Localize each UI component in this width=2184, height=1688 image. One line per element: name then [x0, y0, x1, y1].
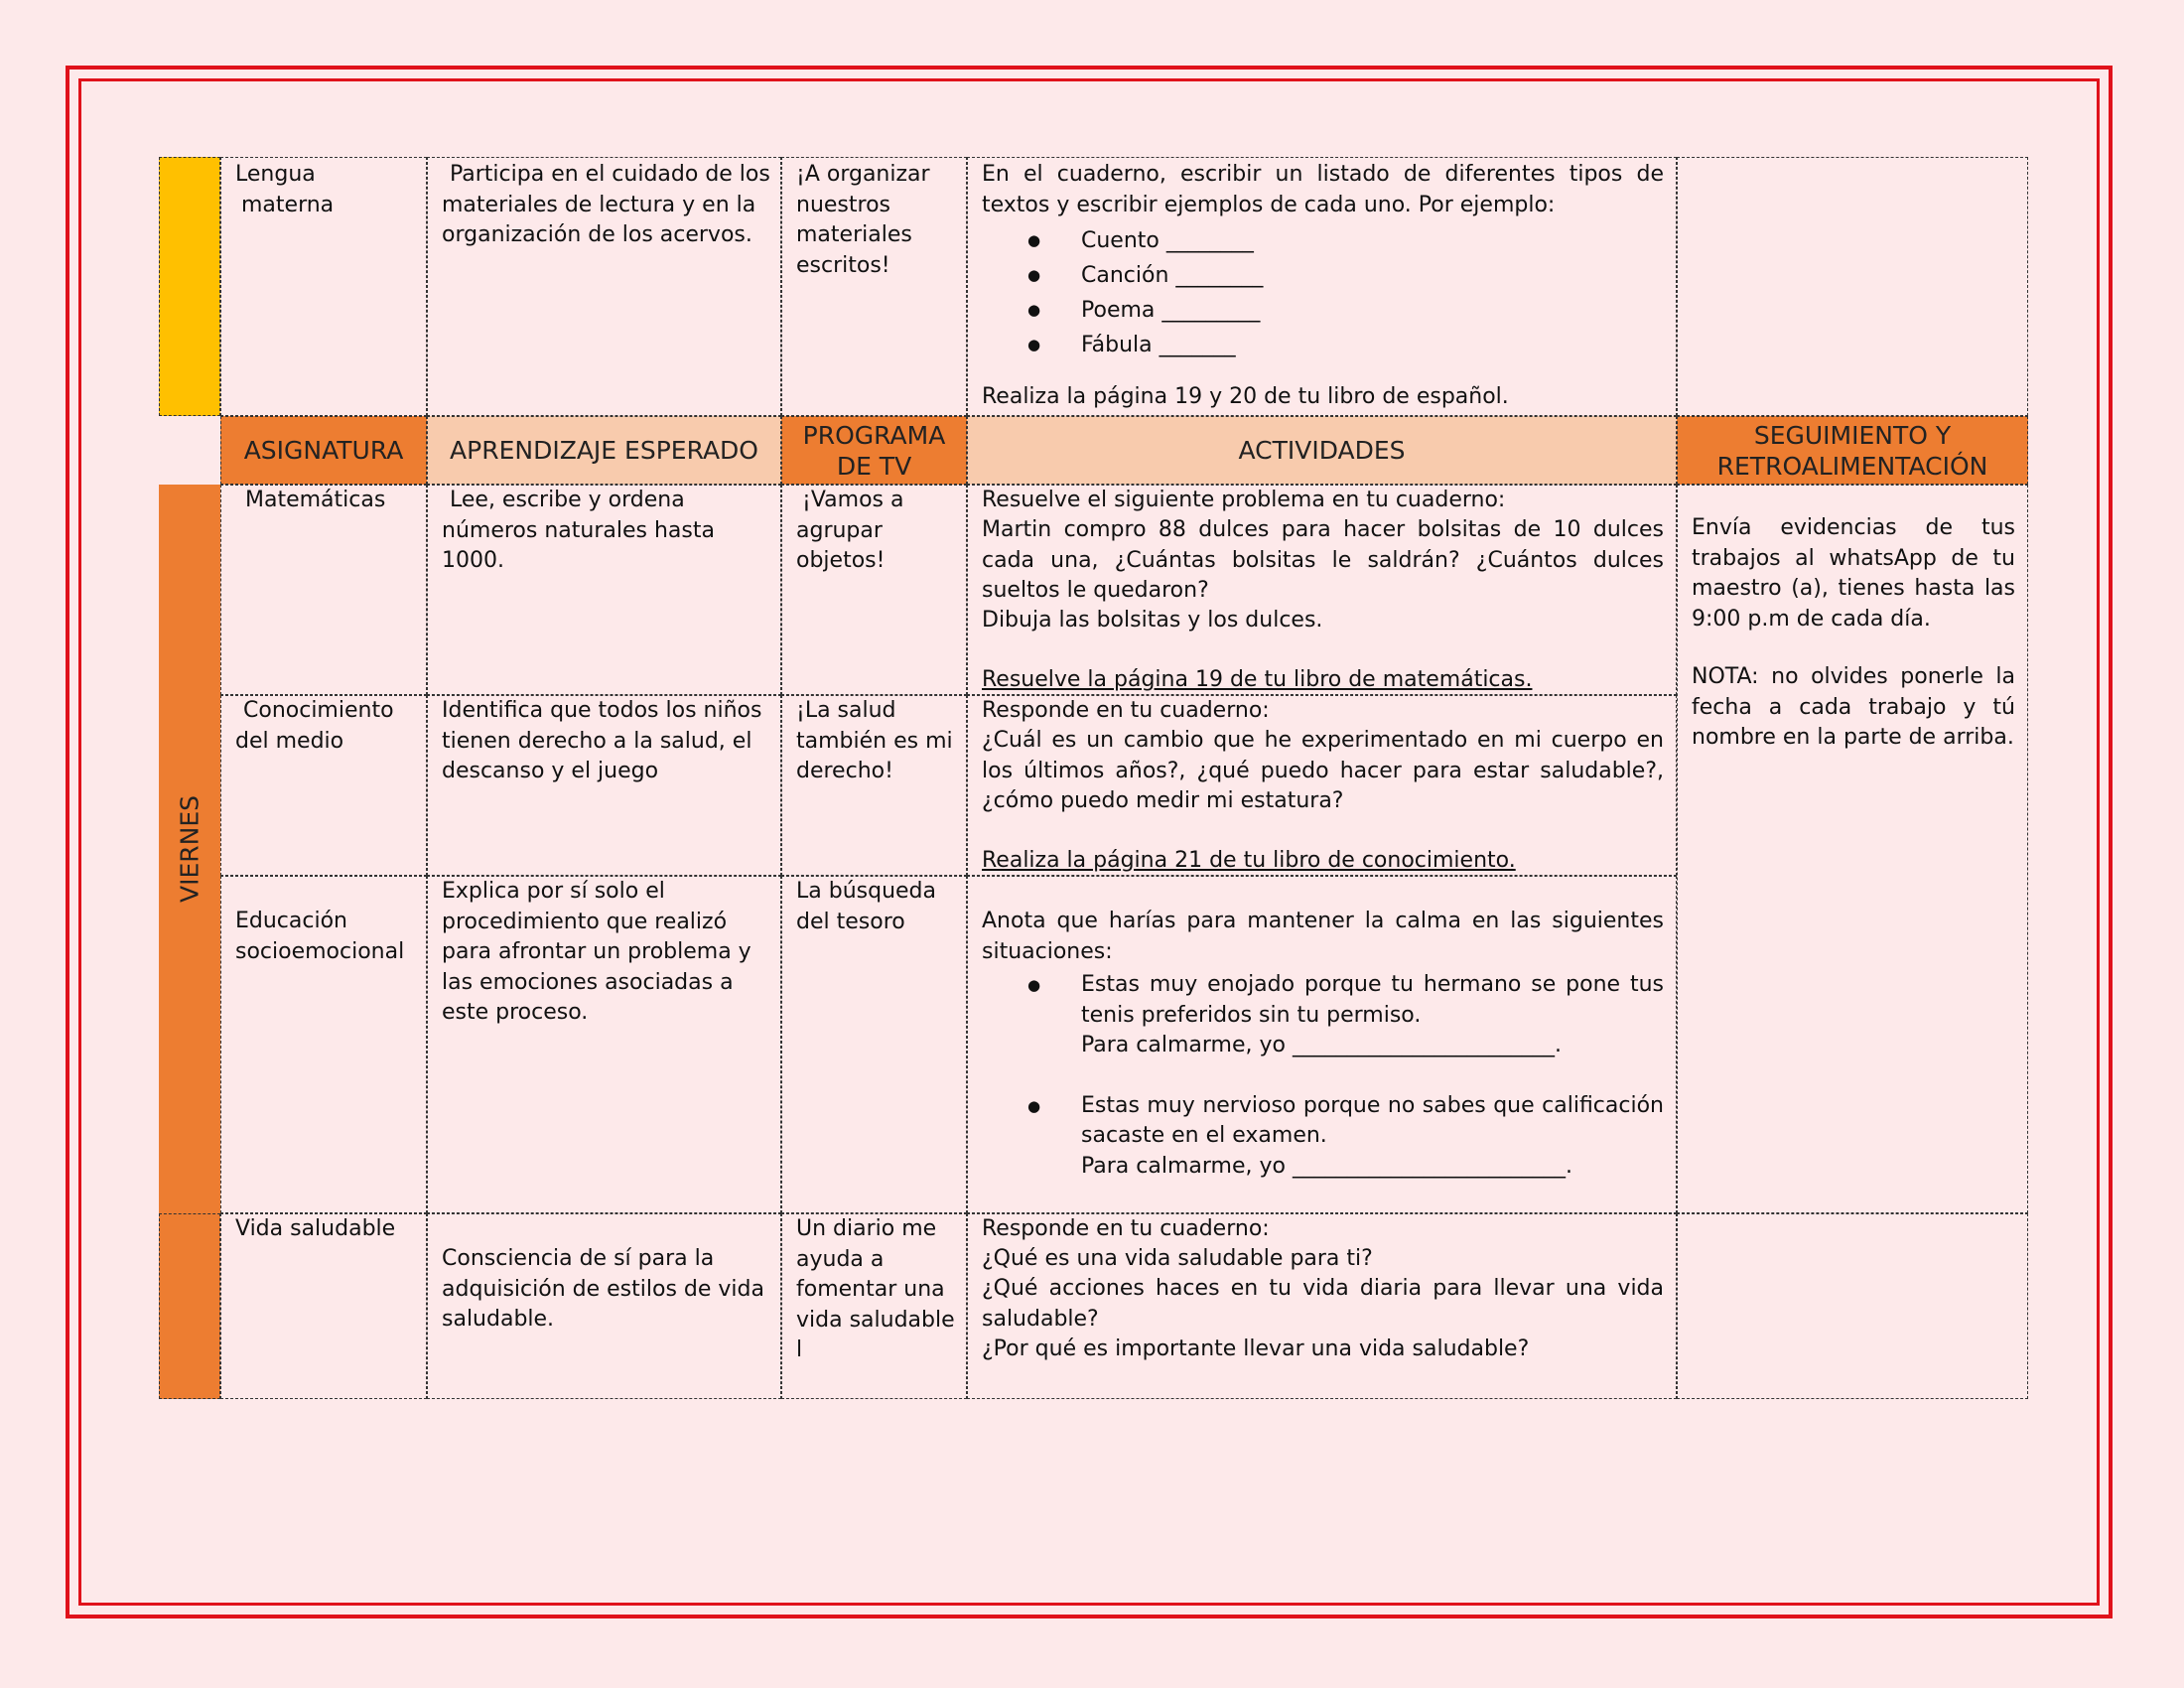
situation-prompt: Para calmarme, yo ________________________.	[1081, 1033, 1562, 1057]
learning-cell	[427, 876, 781, 1213]
header-seguimiento: SEGUIMIENTO Y RETROALIMENTACIÓN	[1677, 416, 2028, 485]
header-aprendizaje: APRENDIZAJE ESPERADO	[427, 416, 781, 485]
day-label-cell	[159, 485, 220, 1213]
followup-cell	[1677, 485, 2028, 1213]
activity-line: Responde en tu cuaderno:	[982, 1216, 1270, 1241]
program-cell	[781, 485, 967, 695]
program-cell	[781, 876, 967, 1213]
activity-intro: En el cuaderno, escribir un listado de diferentes tipos de textos y escribir ejemplos de cada uno. Por ejemplo:	[982, 162, 1664, 217]
situation-text: ● Estas muy enojado porque tu hermano se pone tus tenis preferidos sin tu permiso.	[1081, 972, 1664, 1028]
subject-name: Educación socioemocional	[235, 909, 405, 964]
followup-note: NOTA: no olvides ponerle la fecha a cada trabajo y tú nombre en la parte de arriba.	[1692, 664, 2015, 750]
learning-text: Explica por sí solo el procedimiento que realizó para afrontar un problema y las emociones asociadas a este proceso.	[442, 879, 751, 1025]
activity-intro: Anota que harías para mantener la calma en las siguientes situaciones:	[982, 909, 1664, 964]
subject-name: Vida saludable	[235, 1216, 396, 1241]
activity-cell	[967, 876, 1677, 1213]
subject-cell	[220, 695, 427, 876]
learning-text: Lee, escribe y ordena números naturales hasta 1000.	[442, 488, 715, 573]
list-item	[982, 970, 1664, 1061]
situation-list	[982, 970, 1664, 1182]
subject-name: Conocimiento del medio	[235, 698, 394, 754]
activity-cell	[967, 695, 1677, 876]
program-text: ¡A organizar nuestros materiales escritos!	[796, 162, 930, 278]
subject-name: Matemáticas	[245, 488, 386, 512]
program-cell	[781, 1213, 967, 1399]
program-cell	[781, 157, 967, 416]
activity-extra: Dibuja las bolsitas y los dulces.	[982, 608, 1323, 633]
activity-body: ¿Cuál es un cambio que he experimentado en mi cuerpo en los últimos años?, ¿qué puedo hacer para estar saludable?, ¿cómo puedo medir mi estatura?	[982, 728, 1664, 813]
learning-cell	[427, 157, 781, 416]
activity-lead: Resuelve el siguiente problema en tu cuaderno:	[982, 488, 1506, 512]
learning-text: Identifica que todos los niños tienen derecho a la salud, el descanso y el juego	[442, 698, 762, 783]
learning-text: Participa en el cuidado de los materiales de lectura y en la organización de los acervos.	[442, 162, 770, 247]
activity-cell	[967, 485, 1677, 695]
learning-cell	[427, 1213, 781, 1399]
day-marker-orange	[159, 1213, 220, 1399]
activity-footer: Realiza la página 19 y 20 de tu libro de español.	[982, 384, 1509, 409]
day-label: VIERNES	[175, 794, 205, 904]
situation-prompt: Para calmarme, yo _________________________.	[1081, 1153, 1572, 1179]
activity-body: Martin compro 88 dulces para hacer bolsitas de 10 dulces cada una, ¿Cuántas bolsitas le saldrán? ¿Cuántos dulces sueltos le quedaron?	[982, 517, 1664, 603]
list-item: ● Canción ________	[982, 258, 1577, 293]
activity-line: ¿Qué acciones haces en tu vida diaria para llevar una vida saludable?	[982, 1276, 1664, 1332]
activity-line: ¿Por qué es importante llevar una vida saludable?	[982, 1336, 1530, 1361]
program-cell	[781, 695, 967, 876]
learning-cell	[427, 695, 781, 876]
learning-text: Consciencia de sí para la adquisición de estilos de vida saludable.	[442, 1246, 764, 1332]
activity-footer: Realiza la página 21 de tu libro de conocimiento.	[982, 848, 1516, 873]
subject-name: Lengua materna	[235, 162, 335, 217]
list-item: ● Cuento ________	[982, 223, 1577, 258]
program-text: Un diario me ayuda a fomentar una vida saludable l	[796, 1216, 955, 1362]
followup-cell	[1677, 157, 2028, 416]
learning-cell	[427, 485, 781, 695]
situation-text: ● Estas muy nervioso porque no sabes que calificación sacaste en el examen.	[1081, 1092, 1664, 1148]
activity-cell	[967, 157, 1677, 416]
example-list	[982, 223, 1577, 362]
subject-cell	[220, 485, 427, 695]
list-item	[982, 1091, 1664, 1183]
day-marker-yellow	[159, 157, 220, 416]
followup-cell	[1677, 1213, 2028, 1399]
program-text: La búsqueda del tesoro	[796, 879, 936, 934]
header-asignatura: ASIGNATURA	[220, 416, 427, 485]
activity-line: ¿Qué es una vida saludable para ti?	[982, 1246, 1373, 1271]
followup-text: Envía evidencias de tus trabajos al whatsApp de tu maestro (a), tienes hasta las 9:00 p.m de cada día.	[1692, 515, 2015, 632]
subject-cell	[220, 876, 427, 1213]
list-item: ● Poema _________	[982, 293, 1577, 328]
activity-lead: Responde en tu cuaderno:	[982, 698, 1270, 723]
header-programa: PROGRAMA DE TV	[781, 416, 967, 485]
program-text: ¡La salud también es mi derecho!	[796, 698, 953, 783]
activity-cell	[967, 1213, 1677, 1399]
subject-cell	[220, 1213, 427, 1399]
activity-footer: Resuelve la página 19 de tu libro de matemáticas.	[982, 667, 1533, 692]
header-actividades: ACTIVIDADES	[967, 416, 1677, 485]
subject-cell	[220, 157, 427, 416]
list-item: ● Fábula _______	[982, 328, 1577, 362]
program-text: ¡Vamos a agrupar objetos!	[796, 488, 904, 573]
